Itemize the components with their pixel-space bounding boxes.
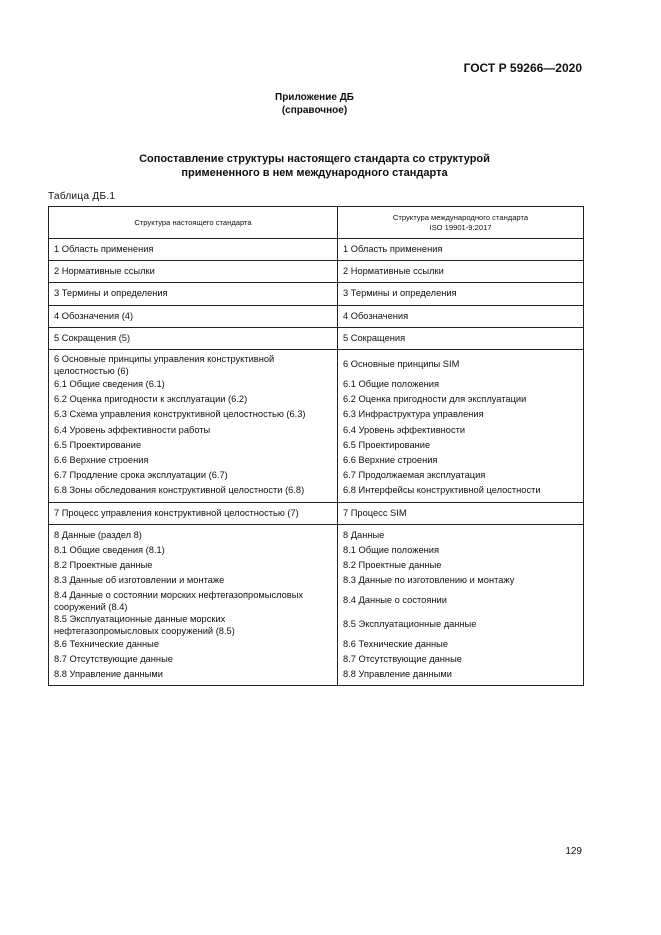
clause-entry: 6.6 Верхние строения (54, 455, 149, 466)
heading-line-1: Сопоставление структуры настоящего стандарта со структурой (139, 153, 490, 165)
clause-entry: 1 Область применения (343, 244, 443, 254)
table-row (49, 283, 584, 305)
table-row (49, 502, 584, 524)
appendix-title-block (0, 91, 629, 117)
table-header-row (49, 207, 584, 239)
cell-international (338, 524, 584, 685)
clause-entry: 2 Нормативные ссылки (343, 266, 444, 277)
column-header-national-label: Структура настоящего стандарта (134, 217, 252, 227)
table-row (49, 305, 584, 327)
cell-international (338, 502, 584, 524)
clause-entry: 6.2 Оценка пригодности для эксплуатации (343, 394, 527, 405)
clause-entry: 6.5 Проектирование (54, 439, 142, 450)
cell-international (338, 350, 584, 503)
clause-entry: 4 Обозначения (4) (54, 310, 134, 321)
cell-international (338, 239, 584, 261)
clause-entry: 6.4 Уровень эффективности работы (54, 424, 211, 435)
column-header-international (338, 207, 584, 239)
clause-entry: 7 Процесс управления конструктивной целостностью (7) (54, 507, 299, 518)
clause-entry: 6.6 Верхние строения (343, 455, 438, 466)
clause-entry: 6.8 Зоны обследования конструктивной целостности (6.8) (54, 485, 305, 496)
clause-entry: 8.6 Технические данные (54, 638, 159, 649)
clause-entry: 8.2 Проектные данные (54, 560, 153, 571)
clause-entry: 8.1 Общие сведения (8.1) (54, 545, 165, 556)
cell-international (338, 261, 584, 283)
clause-entry: 6.7 Продление срока эксплуатации (6.7) (54, 470, 228, 481)
clause-entry: 6.1 Общие сведения (6.1) (54, 379, 165, 390)
table-row (49, 239, 584, 261)
clause-entry: 3 Термины и определения (343, 288, 457, 299)
heading-line-2: примененного в нем международного стандарта (181, 167, 448, 179)
cell-international (338, 283, 584, 305)
cell-national (49, 502, 338, 524)
structure-comparison-table (48, 206, 584, 686)
table-row (49, 261, 584, 283)
clause-entry: 8.3 Данные по изготовлению и монтажу (343, 575, 515, 586)
clause-entry: 1 Область применения (54, 244, 154, 254)
clause-entry: 8.8 Управление данными (343, 669, 452, 680)
clause-entry: 6.3 Инфраструктура управления (343, 409, 484, 420)
table-row (49, 524, 584, 685)
cell-national (49, 524, 338, 685)
clause-entry: 6.1 Общие положения (343, 379, 440, 390)
section-heading (0, 152, 629, 180)
clause-entry: 6 Основные принципы SIM (343, 359, 460, 370)
clause-entry: 6 Основные принципы управления конструктивной целостностью (6) (54, 354, 275, 377)
clause-entry: 4 Обозначения (343, 310, 409, 321)
column-header-international-line-2: ISO 19901-9:2017 (429, 222, 492, 232)
clause-entry: 5 Сокращения (5) (54, 332, 131, 343)
clause-entry: 6.4 Уровень эффективности (343, 424, 466, 435)
table-body (49, 239, 584, 686)
cell-international (338, 305, 584, 327)
clause-entry: 8.7 Отсутствующие данные (54, 653, 173, 664)
clause-entry: 8.5 Эксплуатационные данные морских нефтегазопромысловых сооружений (8.5) (54, 613, 235, 636)
clause-entry: 8.2 Проектные данные (343, 560, 442, 571)
table-row (49, 327, 584, 349)
cell-international (338, 327, 584, 349)
clause-entry: 8.5 Эксплуатационные данные (343, 619, 477, 630)
clause-entry: 8.6 Технические данные (343, 638, 448, 649)
cell-national (49, 261, 338, 283)
clause-entry: 8.8 Управление данными (54, 669, 163, 680)
appendix-subtitle: (справочное) (281, 105, 348, 116)
clause-entry: 8.1 Общие положения (343, 545, 440, 556)
clause-entry: 8.4 Данные о состоянии морских нефтегазопромысловых сооружений (8.4) (54, 589, 304, 612)
clause-entry: 8 Данные (343, 529, 385, 540)
document-code: ГОСТ Р 59266—2020 (463, 61, 582, 75)
clause-entry: 6.3 Схема управления конструктивной целостностью (6.3) (54, 409, 306, 420)
clause-entry: 6.2 Оценка пригодности к эксплуатации (6.2) (54, 394, 248, 405)
cell-national (49, 350, 338, 503)
cell-national (49, 239, 338, 261)
appendix-title: Приложение ДБ (275, 92, 354, 103)
column-header-international-line-1: Структура международного стандарта (392, 212, 529, 222)
clause-entry: 3 Термины и определения (54, 288, 168, 299)
page-number: 129 (565, 846, 582, 857)
clause-entry: 7 Процесс SIM (343, 507, 407, 518)
clause-entry: 5 Сокращения (343, 332, 406, 343)
clause-entry: 2 Нормативные ссылки (54, 266, 155, 277)
cell-national (49, 305, 338, 327)
clause-entry: 6.5 Проектирование (343, 439, 431, 450)
column-header-national (49, 207, 338, 239)
clause-entry: 8.7 Отсутствующие данные (343, 653, 462, 664)
clause-entry: 8.4 Данные о состоянии (343, 595, 447, 606)
clause-entry: 6.8 Интерфейсы конструктивной целостности (343, 485, 541, 496)
clause-entry: 8 Данные (раздел 8) (54, 529, 142, 540)
table-row (49, 350, 584, 503)
cell-national (49, 327, 338, 349)
clause-entry: 8.3 Данные об изготовлении и монтаже (54, 575, 225, 586)
table-caption: Таблица ДБ.1 (48, 191, 116, 202)
clause-entry: 6.7 Продолжаемая эксплуатация (343, 470, 486, 481)
cell-national (49, 283, 338, 305)
